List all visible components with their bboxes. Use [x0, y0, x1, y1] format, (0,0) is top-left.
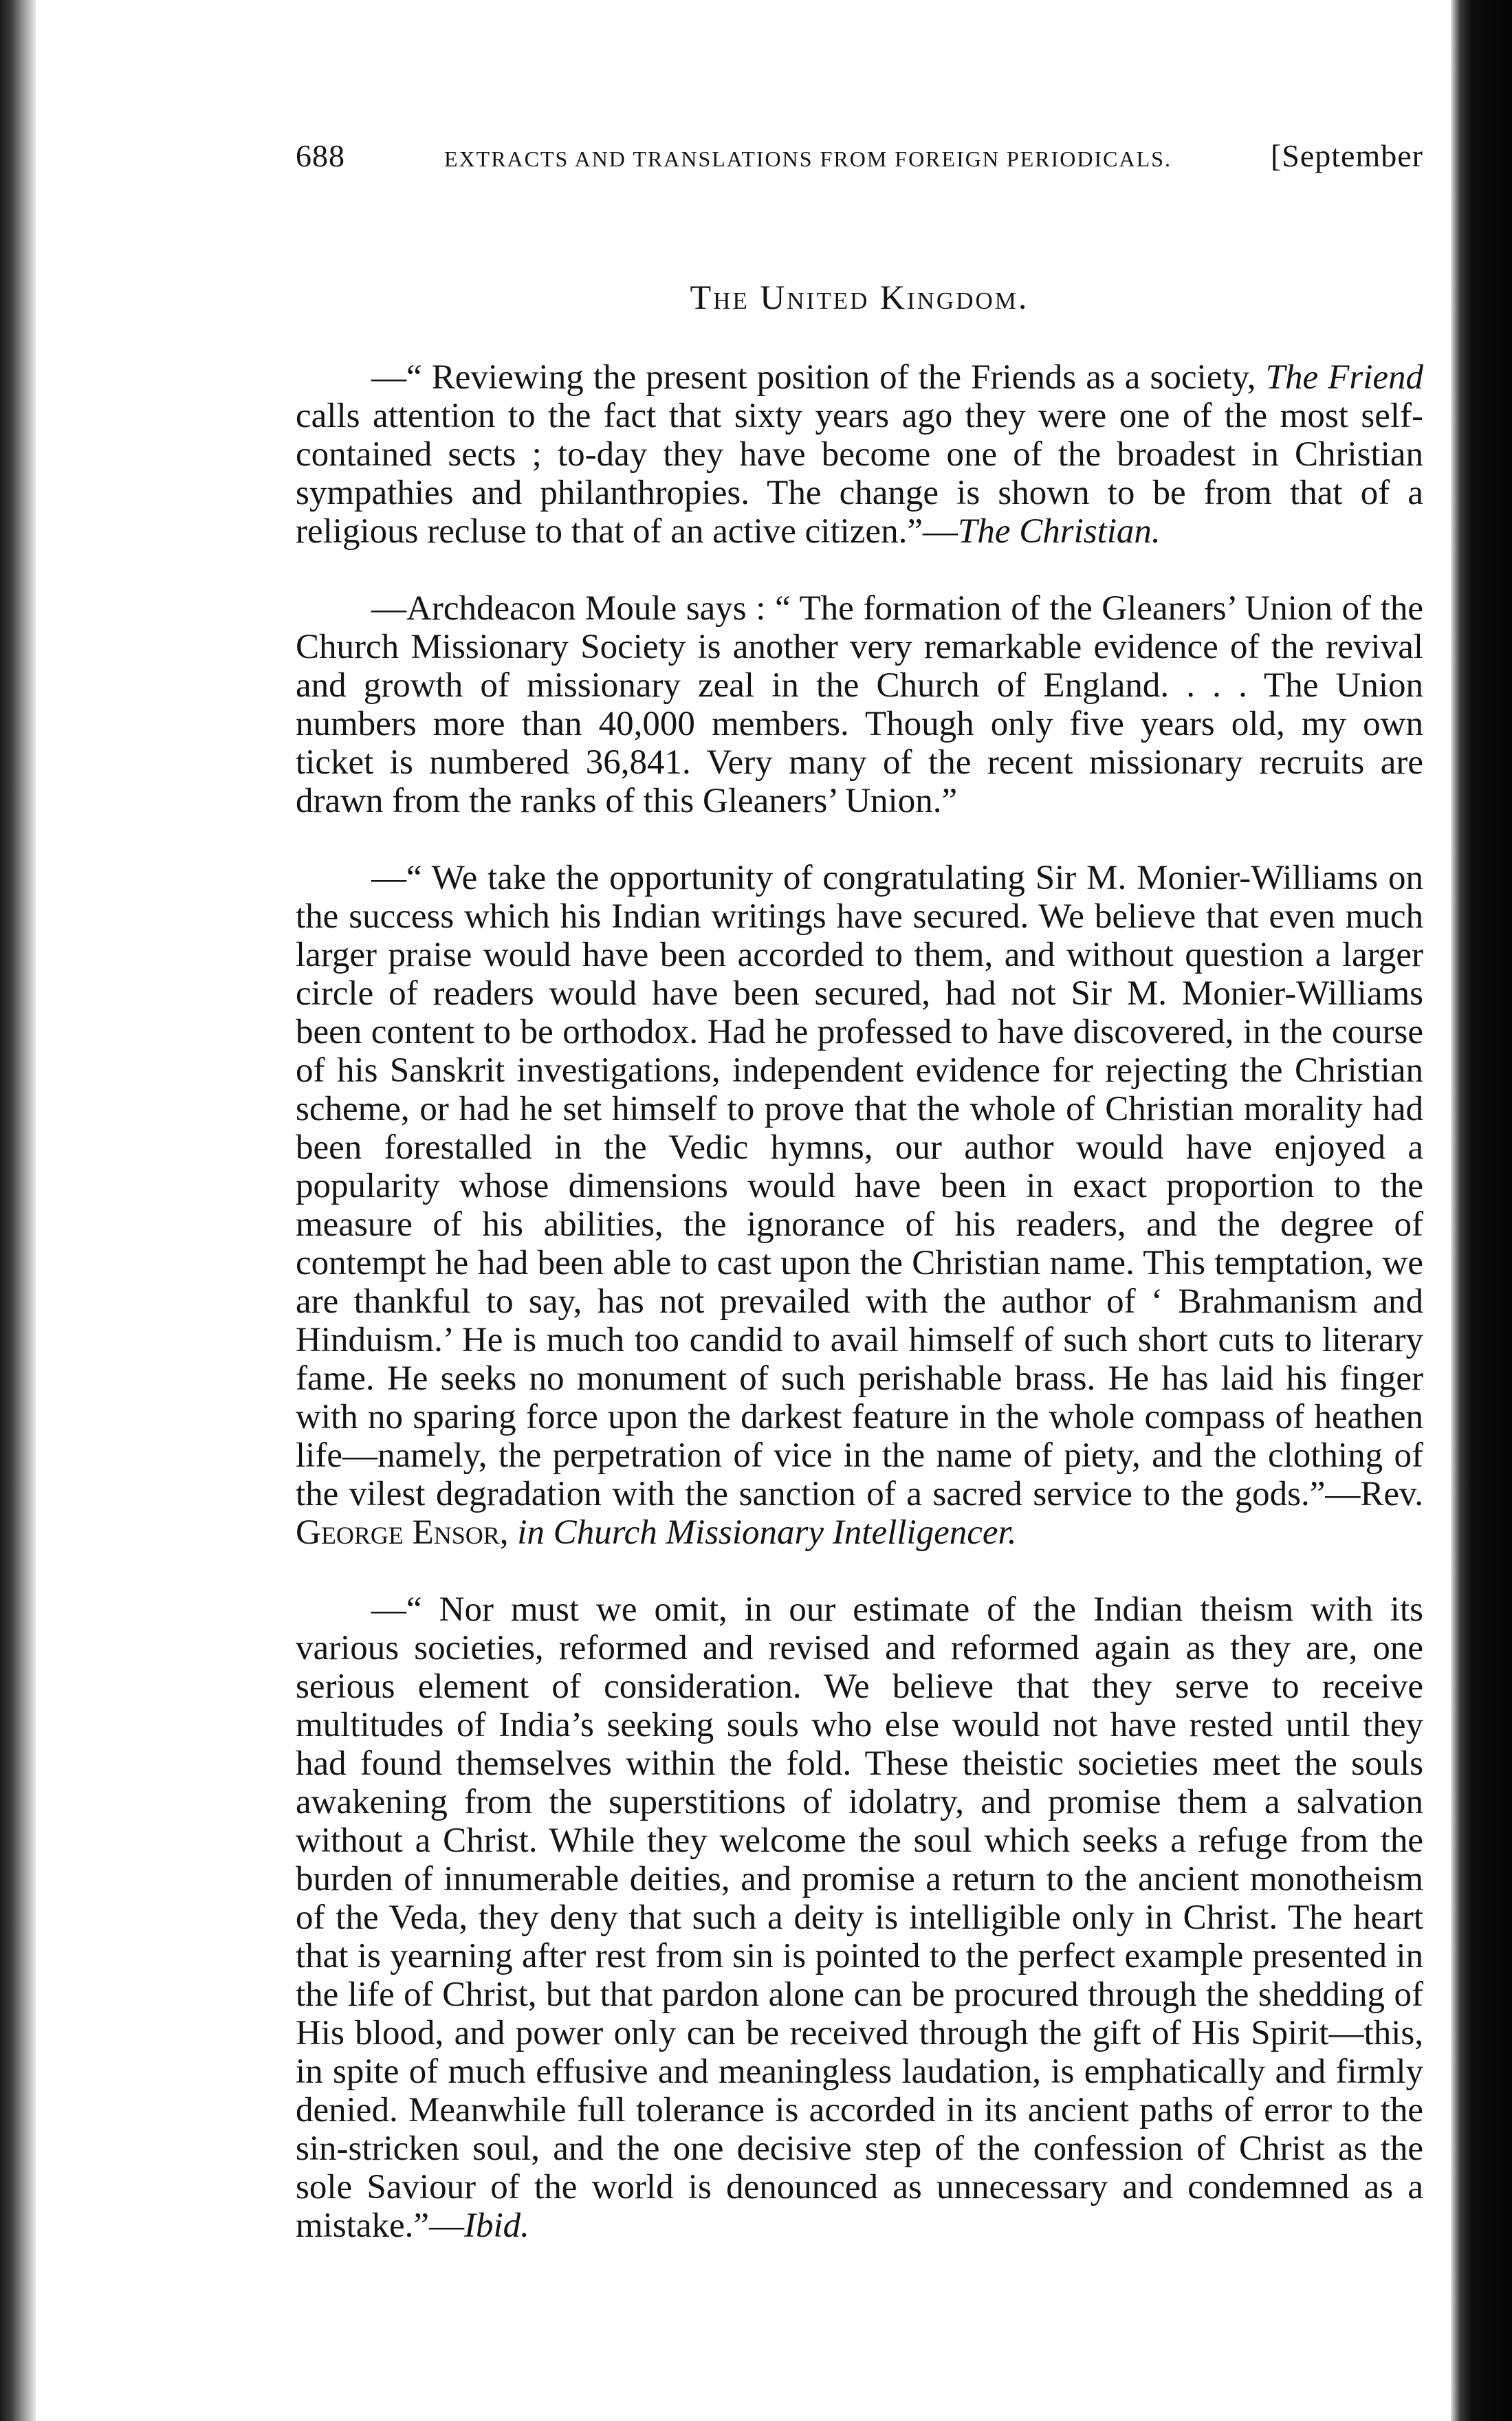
running-head — [296, 138, 1423, 174]
scan-right-edge — [1451, 0, 1512, 2421]
author-name: George Ensor — [296, 1513, 500, 1552]
running-title: EXTRACTS AND TRANSLATIONS FROM FOREIGN PERIODICALS. — [444, 146, 1172, 171]
paragraph-text: calls attention to the fact that sixty years ago they were one of the most self-contained sects ; to-day they have become one of the broadest in Christian sympathies and philanthropies. The change is shown to be from that of a religious recluse to that of an active citizen.”— — [296, 397, 1423, 551]
publication-title: The Friend — [1265, 358, 1423, 397]
source-citation: in Church Missionary Intelligencer. — [517, 1513, 1017, 1552]
source-citation: Ibid. — [464, 2206, 529, 2245]
running-month: [September — [1270, 138, 1423, 173]
section-title: The United Kingdom. — [690, 278, 1029, 316]
page-body — [296, 138, 1423, 2283]
paragraph-friends — [296, 358, 1423, 551]
paragraph-indian-theism — [296, 1590, 1423, 2245]
paragraph-monier-williams — [296, 859, 1423, 1552]
page-number: 688 — [296, 138, 345, 173]
paragraph-text: —“ Reviewing the present position of the Friends as a society, — [371, 358, 1266, 397]
paragraph-text: , — [499, 1513, 518, 1552]
paragraph-gleaners-union: —Archdeacon Moule says : “ The formation of the Gleaners’ Union of the Church Missionary Society is another very remarkable evidence of the revival and growth of missionary zeal in the Church of England. . . . The Union numbers more than 40,000 members. Though only five years old, my own ticket is numbered 36,841. Very many of the recent missionary recruits are drawn from the ranks of this Gleaners’ Union.” — [296, 589, 1423, 820]
paragraph-text: —“ We take the opportunity of congratulating Sir M. Monier-Williams on the success which his Indian writings have secured. We believe that even much larger praise would have been accorded to them, and without question a larger circle of readers would have been secured, had not Sir M. Monier-Williams been content to be orthodox. Had he professed to have discovered, in the course of his Sanskrit investigations, independent evidence for rejecting the Christian scheme, or had he set himself to prove that the whole of Christian morality had been forestalled in the Vedic hymns, our author would have enjoyed a popularity whose dimensions would have been in exact proportion to the measure of his abilities, the ignorance of his readers, and the degree of contempt he had been able to cast upon the Christian name. This temptation, we are thankful to say, has not prevailed with the author of ‘ Brahmanism and Hinduism.’ He is much too candid to avail himself of such short cuts to literary fame. He seeks no monument of such perishable brass. He has laid his finger with no sparing force upon the darkest feature in the whole compass of heathen life—namely, the perpetration of vice in the name of piety, and the clothing of the vilest degradation with the sanction of a sacred service to the gods.”—Rev. — [296, 859, 1423, 1513]
scan-left-edge — [0, 0, 36, 2421]
paragraph-text: —“ Nor must we omit, in our estimate of the Indian theism with its various societies, reformed and revised and reformed again as they are, one serious element of consideration. We believe that they serve to receive multitudes of India’s seeking souls who else would not have rested until they had found themselves within the fold. These theistic societies meet the souls awakening from the superstitions of idolatry, and promise them a salvation without a Christ. While they welcome the soul which seeks a refuge from the burden of innumerable deities, and promise a return to the ancient monotheism of the Veda, they deny that such a deity is intelligible only in Christ. The heart that is yearning after rest from sin is pointed to the perfect example presented in the life of Christ, but that pardon alone can be procured through the shedding of His blood, and power only can be received through the gift of His Spirit—this, in spite of much effusive and meaningless laudation, is emphatically and firmly denied. Meanwhile full tolerance is accorded in its ancient paths of error to the sin-stricken soul, and the one decisive step of the confession of Christ as the sole Saviour of the world is denounced as unnecessary and condemned as a mistake.”— — [296, 1590, 1423, 2245]
source-citation: The Christian. — [957, 512, 1161, 551]
